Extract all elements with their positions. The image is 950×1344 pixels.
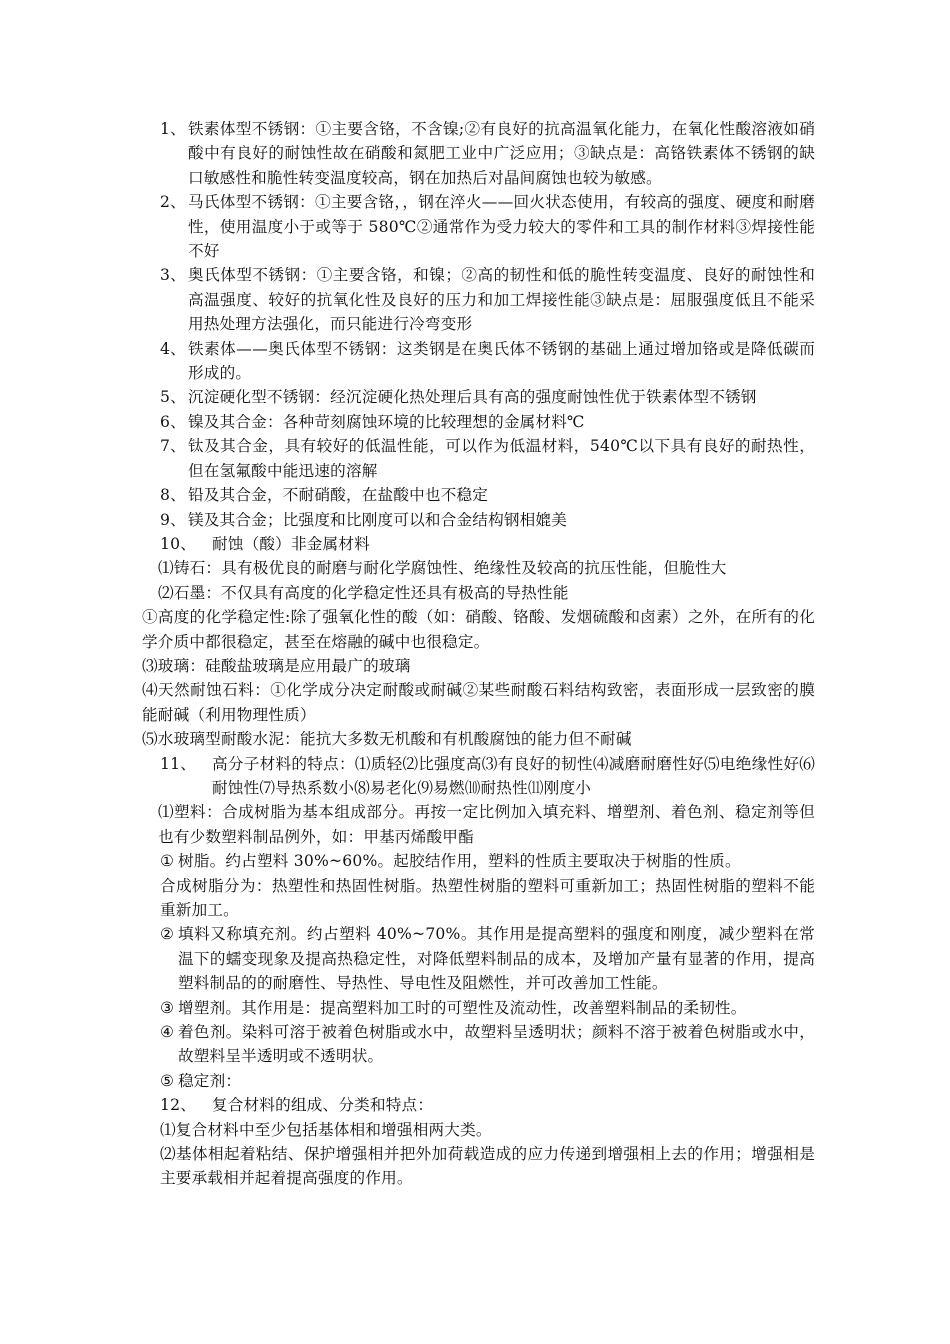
item-text: 耐蚀（酸）非金属材料 (212, 534, 370, 553)
item-text: 奥氏体型不锈钢：①主要含铬，和镍；②高的韧性和低的脆性转变温度、良好的耐蚀性和高温强度、较好的抗氧化性及良好的压力和加工焊接性能③缺点是：屈服强度低且不能采用热处理方法强化，而只能进行冷弯变形 (188, 266, 815, 334)
item-text: 镍及其合金：各种苛刻腐蚀环境的比较理想的金属材料℃ (188, 412, 585, 431)
list-item (150, 263, 815, 336)
item-text: 沉淀硬化型不锈钢：经沉淀硬化热处理后具有高的强度耐蚀性优于铁素体型不锈钢 (188, 388, 757, 407)
item-number: 7、 (160, 437, 186, 456)
item-number: 10、 (160, 534, 197, 553)
paragraph-glass: ⑶玻璃：硅酸盐玻璃是应用最广的玻璃 (142, 656, 411, 675)
paragraph-plastics: ⑴塑料：合成树脂为基本组成部分。再按一定比例加入填充料、增塑剂、着色剂、稳定剂等但也有少数塑料制品例外，如：甲基丙烯酸甲酯 (158, 803, 815, 846)
item-text: 着色剂。染料可溶于被着色树脂或水中，故塑料呈透明状；颜料不溶于被着色树脂或水中，故塑料呈半透明或不透明状。 (178, 1023, 815, 1066)
paragraph-acid-cement: ⑸水玻璃型耐酸水泥：能抗大多数无机酸和有机酸腐蚀的能力但不耐碱 (142, 730, 632, 749)
item-text: 铁素体——奥氏体型不锈钢：这类钢是在奥氏体不锈钢的基础上通过增加铬或是降低碳而形成的。 (188, 339, 815, 383)
item-text: 填料又称填充剂。约占塑料 40%~70%。其作用是提高塑料的强度和刚度，减少塑料在常温下的蠕变现象及提高热稳定性，对降低塑料制品的成本，及增加产量有显著的作用，提高塑料制品的的耐磨性、导热性、导电性及阻燃性，并可改善加工性能。 (178, 925, 815, 993)
item-text: 镁及其合金；比强度和比刚度可以和合金结构钢相媲美 (188, 510, 568, 529)
paragraph-composite-roles: ⑵基体相起着粘结、保护增强相并把外加荷载造成的应力传递到增强相上去的作用；增强相是主要承载相并起着提高强度的作用。 (160, 1145, 815, 1188)
item-number: ② (160, 925, 175, 944)
list-item (150, 1020, 815, 1069)
item-number: 8、 (160, 486, 186, 505)
item-number: 6、 (160, 412, 186, 431)
item-number: ① (160, 852, 175, 871)
list-item (150, 922, 815, 995)
list-item (150, 508, 815, 532)
list-item (150, 190, 815, 263)
paragraph-composite-phases: ⑴复合材料中至少包括基体相和增强相两大类。 (160, 1120, 492, 1139)
item-number: 5、 (160, 388, 186, 407)
item-number: 1、 (160, 120, 186, 138)
list-item (150, 410, 815, 434)
item-number: 2、 (160, 193, 186, 212)
paragraph-graphite: ⑵石墨：不仅具有高度的化学稳定性还具有极高的导热性能 (158, 583, 569, 602)
list-item (150, 849, 815, 873)
item-text: 树脂。约占塑料 30%~60%。起胶结作用，塑料的性质主要取决于树脂的性质。 (178, 852, 741, 871)
item-number: 4、 (160, 339, 186, 358)
list-item (150, 483, 815, 507)
section-heading-12 (150, 1093, 815, 1117)
paragraph-natural-stone: ⑷天然耐蚀石料：①化学成分决定耐酸或耐碱②某些耐酸石料结构致密，表面形成一层致密的膜能耐碱（利用物理性质） (142, 681, 815, 724)
item-number: 11、 (160, 754, 197, 773)
item-text: 钛及其合金，具有较好的低温性能，可以作为低温材料，540℃以下具有良好的耐热性，但在氢氟酸中能迅速的溶解 (188, 437, 815, 480)
item-text: 高分子材料的特点：⑴质轻⑵比强度高⑶有良好的韧性⑷减磨耐磨性好⑸电绝缘性好⑹耐蚀性⑺导热系数小⑻易老化⑼易燃⑽耐热性⑾刚度小 (212, 754, 815, 797)
item-text: 铁素体型不锈钢：①主要含铬，不含镍;②有良好的抗高温氧化能力，在氧化性酸溶液如硝酸中有良好的耐蚀性故在硝酸和氮肥工业中广泛应用；③缺点是：高铬铁素体不锈钢的缺口敏感性和脆性转变温度较高，钢在加热后对晶间腐蚀也较为敏感。 (188, 120, 815, 187)
list-item (150, 337, 815, 386)
paragraph-chemical-stability: ①高度的化学稳定性:除了强氧化性的酸（如：硝酸、铬酸、发烟硫酸和卤素）之外，在所有的化学介质中都很稳定，甚至在熔融的碱中也很稳定。 (142, 608, 815, 651)
item-number: 9、 (160, 510, 186, 529)
list-item (150, 996, 815, 1020)
paragraph-cast-stone: ⑴铸石：具有极优良的耐磨与耐化学腐蚀性、绝缘性及较高的抗压性能，但脆性大 (158, 559, 727, 578)
list-item (150, 1069, 815, 1093)
list-item (150, 434, 815, 483)
paragraph-resin-types: 合成树脂分为：热塑性和热固性树脂。热塑性树脂的塑料可重新加工；热固性树脂的塑料不能重新加工。 (160, 876, 815, 919)
item-number: ③ (160, 998, 175, 1017)
item-number: 12、 (160, 1096, 197, 1115)
list-item (150, 385, 815, 409)
list-item (150, 117, 815, 190)
item-number: ⑤ (160, 1071, 175, 1090)
item-text: 稳定剂： (178, 1071, 242, 1090)
item-text: 增塑剂。其作用是：提高塑料加工时的可塑性及流动性，改善塑料制品的柔韧性。 (178, 998, 747, 1017)
item-text: 马氏体型不锈钢：①主要含铬，，钢在淬火——回火状态使用，有较高的强度、硬度和耐磨性，使用温度小于或等于 580℃②通常作为受力较大的零件和工具的制作材料③焊接性能不好 (188, 193, 815, 261)
item-number: ④ (160, 1023, 175, 1042)
item-text: 铅及其合金，不耐硝酸，在盐酸中也不稳定 (188, 486, 489, 505)
document-body (142, 117, 815, 1191)
item-number: 3、 (160, 266, 186, 285)
section-heading-10 (150, 532, 815, 556)
section-heading-11 (150, 752, 815, 801)
item-text: 复合材料的组成、分类和特点： (212, 1096, 434, 1115)
